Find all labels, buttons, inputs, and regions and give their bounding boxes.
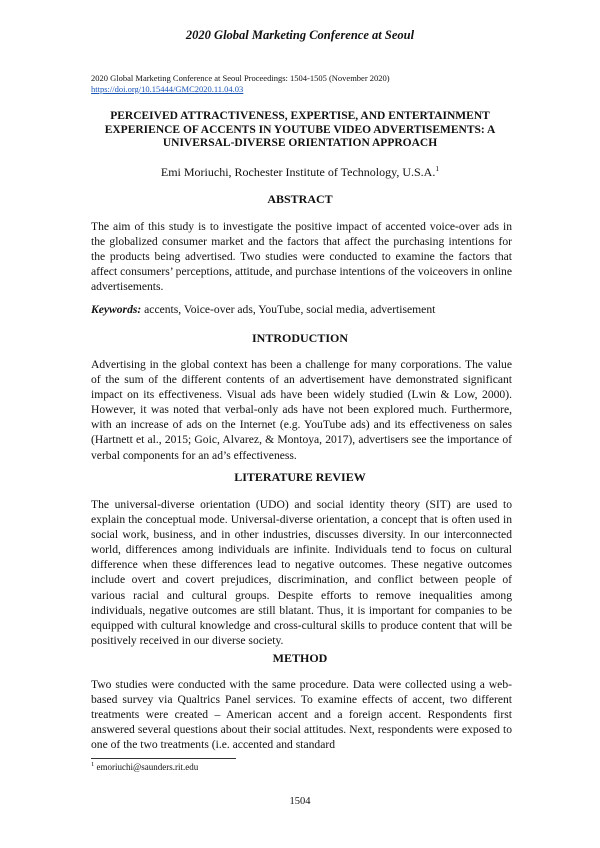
doi-link[interactable]: https://doi.org/10.15444/GMC2020.11.04.03 <box>91 83 244 94</box>
method-text: Two studies were conducted with the same procedure. Data were collected using a web-based survey via Qualtrics Panel services. To examine effects of accent, two different treatments were created – American accent and a foreign accent. Respondents first answered several questions about their social attitudes. Next, respondents were exposed to one of the two treatments (i.e. accented and standard <box>91 678 512 752</box>
keywords-text: accents, Voice-over ads, YouTube, social media, advertisement <box>144 303 436 316</box>
keywords-label: Keywords: <box>91 303 142 316</box>
author-footnote-mark: 1 <box>435 164 440 173</box>
running-head: 2020 Global Marketing Conference at Seoul <box>185 28 415 42</box>
footnote-mark: 1 <box>91 761 95 768</box>
introduction-heading: INTRODUCTION <box>251 331 348 345</box>
title-line: EXPERIENCE OF ACCENTS IN YOUTUBE VIDEO ADVERTISEMENTS: A <box>104 123 496 136</box>
footnote-email: emoriuchi@saunders.rit.edu <box>96 762 199 772</box>
footnote <box>91 762 198 772</box>
author-name: Emi Moriuchi, Rochester Institute of Technology, U.S.A. <box>160 165 436 179</box>
abstract-heading: ABSTRACT <box>267 192 333 206</box>
paper-title <box>80 110 520 151</box>
proceedings-line: 2020 Global Marketing Conference at Seoul Proceedings: 1504-1505 (November 2020) <box>91 73 390 83</box>
literature-review-heading: LITERATURE REVIEW <box>234 470 366 484</box>
introduction-text: Advertising in the global context has been a challenge for many corporations. The value of the sum of the different contents of an advertisement have demonstrated significant impact on its effectiveness. Visual ads have been widely studied (Lwin & Low, 2000). However, it was noted that verbal-only ads have not been explored much. Furthermore, with an increase of ads on the Internet (e.g. YouTube ads) and its effectiveness on sales (Hartnett et al., 2015; Goic, Alvarez, & Montoya, 2017), advertisers see the importance of verbal components for an ad’s effectiveness. <box>91 358 512 462</box>
author-line <box>0 165 600 180</box>
title-line: PERCEIVED ATTRACTIVENESS, EXPERTISE, AND ENTERTAINMENT <box>110 110 490 122</box>
method-heading: METHOD <box>272 651 328 665</box>
publication-meta <box>91 73 390 94</box>
title-line: UNIVERSAL-DIVERSE ORIENTATION APPROACH <box>162 137 438 149</box>
footnote-divider <box>91 758 236 759</box>
literature-review-text: The universal-diverse orientation (UDO) and social identity theory (SIT) are used to explain the conceptual mode. Universal-diverse orientation, a concept that is often used in social work, business, and in other industries, discusses diversity. In our interconnected world, differences among individuals are infinite. Individuals tend to focus on cultural difference when these differences lead to negative outcomes. These negative outcomes include overt and covert prejudices, discrimination, and conflict between people of various racial and cultural groups. Despite efforts to remove inequalities among individuals, negative outcomes are still blatant. Thus, it is important for companies to be equipped with cultural knowledge and cross-cultural skills to produce content that will be positively received in our diverse society. <box>91 498 512 647</box>
page-number: 1504 <box>289 796 311 807</box>
abstract-text: The aim of this study is to investigate the positive impact of accented voice-over ads in the globalized consumer market and the factors that affect the purchasing intentions for the products being advertised. Two studies were conducted to examine the factors that affect consumers’ perceptions, attitude, and purchase intentions of the voiceovers in online advertisements. <box>91 220 512 294</box>
keywords-line <box>91 303 435 316</box>
